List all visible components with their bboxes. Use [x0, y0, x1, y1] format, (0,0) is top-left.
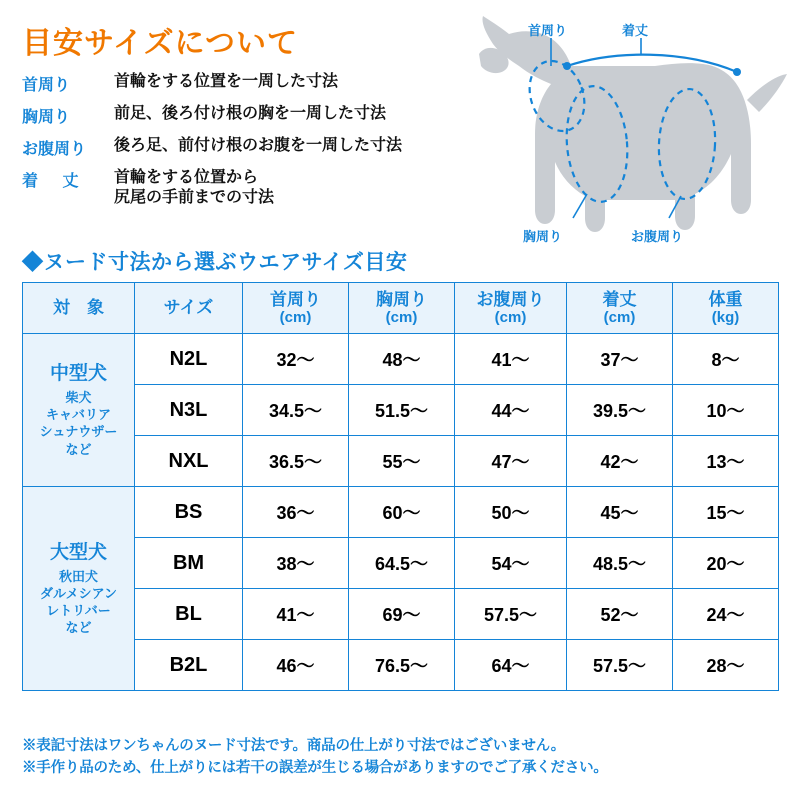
legend-item-belly	[22, 136, 472, 159]
weight-value: 8〜	[673, 334, 779, 385]
target-sub-line: 秋田犬	[58, 568, 98, 584]
header-weight-label: 体重	[708, 289, 743, 309]
belly-value: 64〜	[455, 640, 567, 691]
belly-value: 41〜	[455, 334, 567, 385]
belly-value: 57.5〜	[455, 589, 567, 640]
chest-value: 64.5〜	[349, 538, 455, 589]
diagram-label-chest: 胸周り	[523, 229, 563, 244]
table-header-row	[23, 283, 779, 334]
target-sub-line: レトリバー	[46, 602, 111, 618]
chest-value: 48〜	[349, 334, 455, 385]
note-line-2: ※手作り品のため、仕上がりには若干の誤差が生じる場合がありますのでご了承ください。	[22, 760, 608, 777]
weight-value: 10〜	[673, 385, 779, 436]
header-length	[567, 283, 673, 334]
legend-item-neck	[22, 72, 472, 95]
section-subtitle: ◆ヌード寸法から選ぶウエアサイズ目安	[22, 251, 408, 274]
chest-value: 60〜	[349, 487, 455, 538]
legend-desc-belly: 後ろ足、前付け根のお腹を一周した寸法	[114, 137, 403, 154]
size-value: N3L	[135, 385, 243, 436]
measurement-legend	[22, 72, 472, 216]
neck-value: 46〜	[243, 640, 349, 691]
dog-measurement-diagram	[455, 4, 800, 259]
diagram-label-neck: 首周り	[528, 23, 568, 38]
chest-value: 69〜	[349, 589, 455, 640]
legend-desc-neck: 首輪をする位置を一周した寸法	[114, 73, 339, 90]
note-line-1: ※表記寸法はワンちゃんのヌード寸法です。商品の仕上がり寸法ではございません。	[22, 738, 566, 754]
target-sub-line: シュナウザー	[39, 424, 118, 440]
neck-value: 41〜	[243, 589, 349, 640]
table-row	[23, 538, 779, 589]
chest-value: 51.5〜	[349, 385, 455, 436]
weight-value: 15〜	[673, 487, 779, 538]
header-neck	[243, 283, 349, 334]
target-sub-line: キャバリア	[45, 407, 111, 423]
header-weight-unit: (kg)	[711, 309, 740, 327]
legend-term-neck: 首周り	[22, 77, 71, 94]
page-title: 目安サイズについて	[22, 27, 298, 60]
weight-value: 13〜	[673, 436, 779, 487]
diagram-label-belly: お腹周り	[631, 229, 684, 244]
header-chest	[349, 283, 455, 334]
legend-item-length	[22, 168, 472, 207]
table-row	[23, 640, 779, 691]
legend-desc-chest: 前足、後ろ付け根の胸を一周した寸法	[114, 105, 387, 122]
header-belly-label: お腹周り	[476, 289, 545, 309]
header-chest-label: 胸周り	[376, 289, 427, 309]
target-sub-line: ダルメシアン	[39, 585, 118, 601]
neck-value: 34.5〜	[243, 385, 349, 436]
length-value: 52〜	[567, 589, 673, 640]
length-value: 42〜	[567, 436, 673, 487]
size-value: B2L	[135, 640, 243, 691]
target-sub-line: 柴犬	[65, 390, 92, 406]
dog-illustration	[455, 4, 800, 259]
length-value: 39.5〜	[567, 385, 673, 436]
header-belly-unit: (cm)	[494, 309, 527, 327]
length-value: 48.5〜	[567, 538, 673, 589]
header-target	[23, 283, 135, 334]
header-weight	[673, 283, 779, 334]
size-table-wrapper	[22, 282, 778, 691]
belly-value: 54〜	[455, 538, 567, 589]
length-value: 45〜	[567, 487, 673, 538]
chest-value: 55〜	[349, 436, 455, 487]
header-neck-unit: (cm)	[279, 309, 312, 327]
belly-value: 47〜	[455, 436, 567, 487]
legend-term-chest: 胸周り	[22, 109, 71, 126]
size-table	[22, 282, 779, 691]
legend-desc-length	[114, 168, 274, 207]
target-cell-large	[23, 487, 135, 691]
neck-value: 36〜	[243, 487, 349, 538]
legend-term-belly: お腹周り	[22, 141, 87, 158]
target-sub-line: など	[65, 441, 92, 457]
belly-value: 44〜	[455, 385, 567, 436]
neck-value: 36.5〜	[243, 436, 349, 487]
weight-value: 24〜	[673, 589, 779, 640]
header-belly	[455, 283, 567, 334]
size-value: BM	[135, 538, 243, 589]
length-value: 37〜	[567, 334, 673, 385]
footer-notes	[22, 735, 782, 780]
size-value: BL	[135, 589, 243, 640]
legend-desc-length-line1: 首輪をする位置から	[114, 169, 259, 186]
target-sub-large	[25, 568, 132, 637]
neck-value: 32〜	[243, 334, 349, 385]
weight-value: 28〜	[673, 640, 779, 691]
header-length-unit: (cm)	[603, 309, 636, 327]
neck-value: 38〜	[243, 538, 349, 589]
table-row	[23, 589, 779, 640]
table-row	[23, 334, 779, 385]
legend-item-chest	[22, 104, 472, 127]
header-length-label: 着丈	[602, 289, 637, 309]
table-row	[23, 487, 779, 538]
header-neck-label: 首周り	[270, 289, 321, 309]
header-size-label: サイズ	[163, 298, 214, 318]
legend-desc-length-line2: 尻尾の手前までの寸法	[114, 188, 275, 206]
target-main-large: 大型犬	[49, 541, 107, 563]
size-value: BS	[135, 487, 243, 538]
header-chest-unit: (cm)	[385, 309, 418, 327]
table-row	[23, 385, 779, 436]
table-row	[23, 436, 779, 487]
diagram-label-length: 着丈	[622, 23, 649, 38]
size-value: N2L	[135, 334, 243, 385]
target-sub-medium	[25, 389, 132, 458]
length-value: 57.5〜	[567, 640, 673, 691]
chest-value: 76.5〜	[349, 640, 455, 691]
target-main-medium: 中型犬	[49, 363, 107, 385]
target-cell-medium	[23, 334, 135, 487]
weight-value: 20〜	[673, 538, 779, 589]
size-value: NXL	[135, 436, 243, 487]
header-size	[135, 283, 243, 334]
target-sub-line: など	[65, 620, 92, 636]
header-target-label: 対 象	[53, 298, 104, 318]
dog-silhouette-shape	[479, 16, 787, 232]
chest-leader	[573, 194, 587, 218]
legend-term-length: 着 丈	[22, 173, 89, 190]
belly-value: 50〜	[455, 487, 567, 538]
